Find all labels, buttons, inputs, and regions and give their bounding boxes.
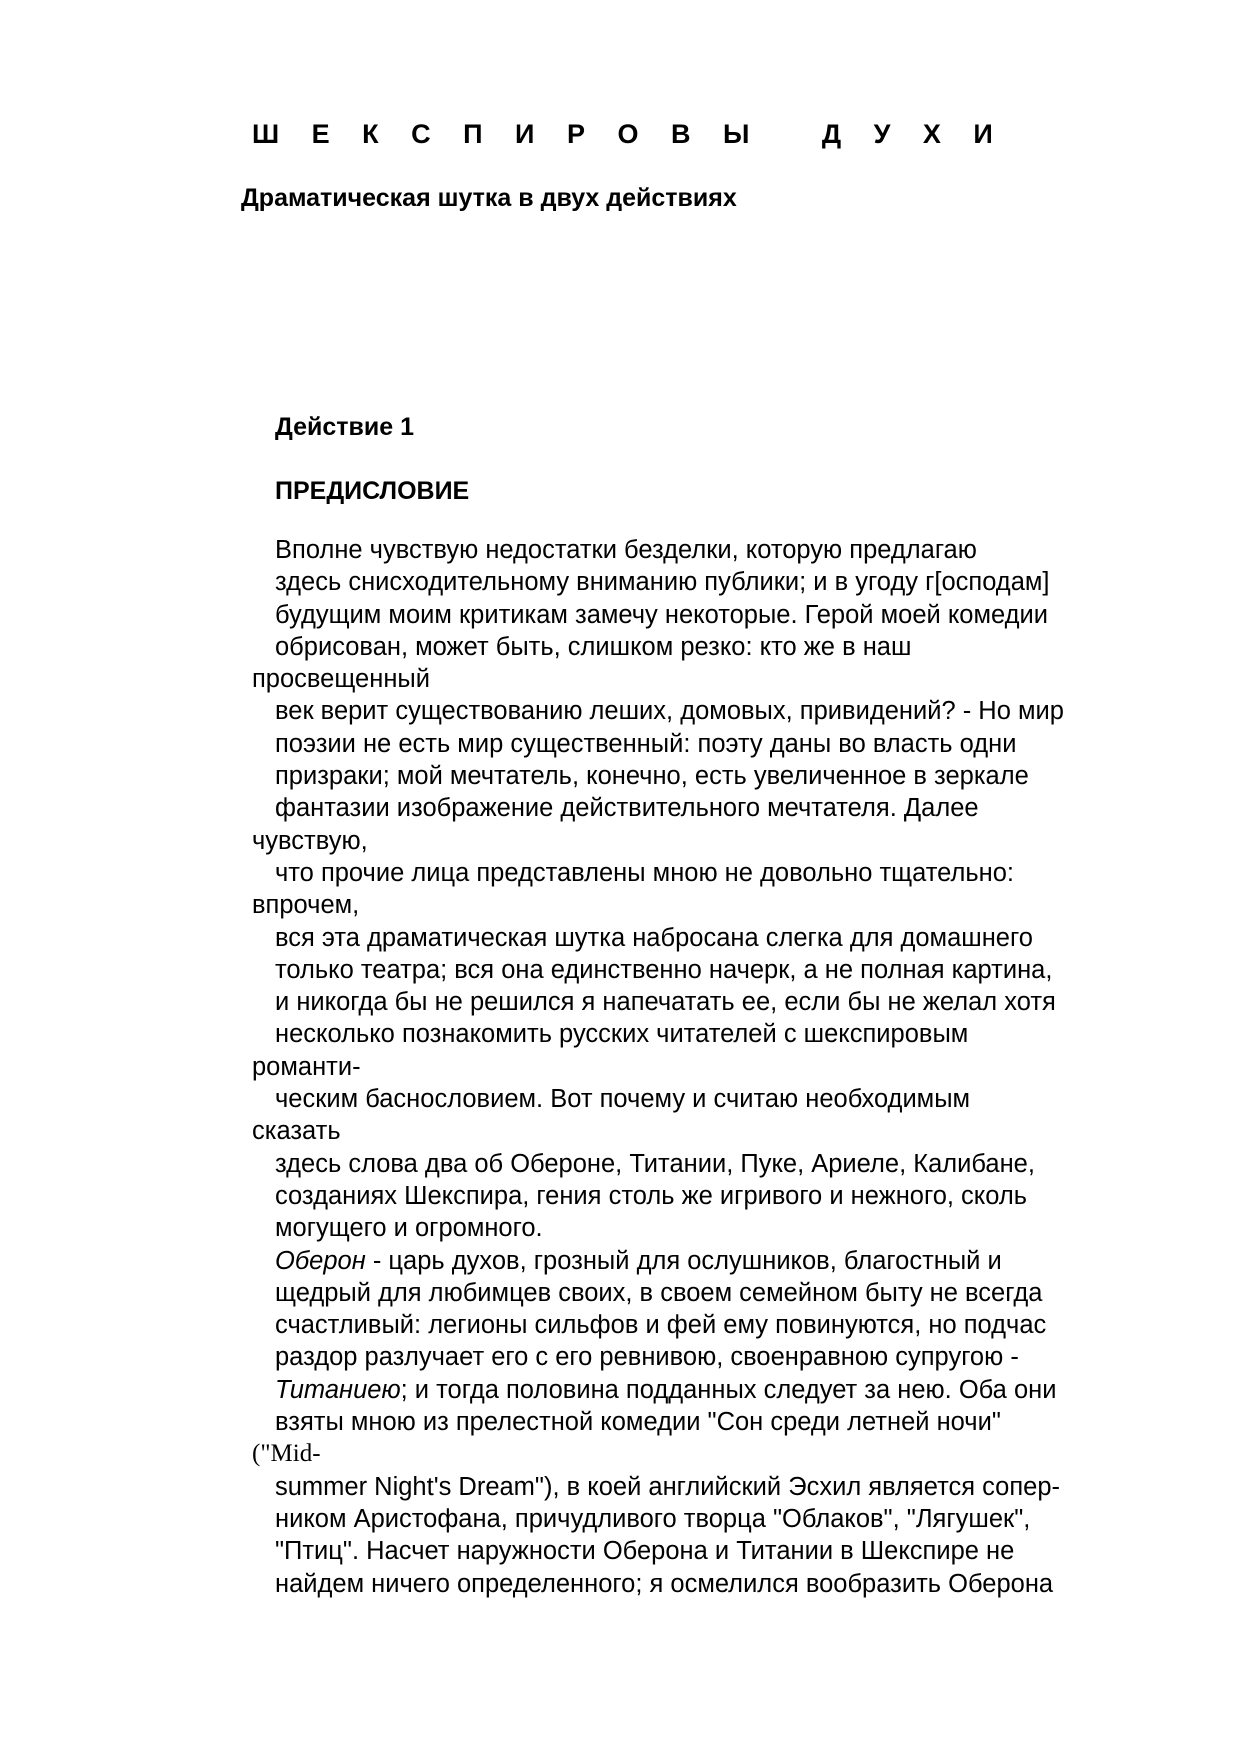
text-line: здесь снисходительному вниманию публики; и в угоду г[осподам] bbox=[275, 568, 1050, 597]
text-line: несколько познакомить русских читателей с шекспировым bbox=[275, 1020, 969, 1049]
text-line: summer Night's Dream"), в коей английский Эсхил является сопер- bbox=[275, 1472, 1060, 1501]
preface-text bbox=[0, 534, 1241, 1600]
act-heading: Действие 1 bbox=[275, 413, 415, 441]
text-line: раздор разлучает его с его ревнивою, своенравною супругою - bbox=[275, 1343, 1019, 1372]
document-title: Ш Е К С П И Р О В Ы Д У Х И bbox=[252, 119, 1006, 149]
oberon-rest: - царь духов, грозный для ослушников, благостный и bbox=[365, 1246, 1002, 1275]
text-line: чувствую, bbox=[252, 826, 368, 855]
text-line: ником Аристофана, причудливого творца "Облаков", "Лягушек", bbox=[275, 1504, 1031, 1533]
text-line-mid-fragment: ("Mid- bbox=[252, 1440, 321, 1468]
text-line-titania bbox=[0, 1374, 1241, 1406]
text-line: век верит существованию леших, домовых, привидений? - Но мир bbox=[275, 697, 1064, 726]
text-line: здесь слова два об Обероне, Титании, Пуке, Ариеле, Калибане, bbox=[275, 1149, 1035, 1178]
text-line: сказать bbox=[252, 1117, 341, 1146]
oberon-name: Оберон bbox=[275, 1246, 366, 1275]
text-line: счастливый: легионы сильфов и фей ему повинуются, но подчас bbox=[275, 1311, 1047, 1340]
text-line: щедрый для любимцев своих, в своем семейном быту не всегда bbox=[275, 1278, 1043, 1307]
text-line: фантазии изображение действительного мечтателя. Далее bbox=[275, 794, 979, 823]
text-line: найдем ничего определенного; я осмелился вообразить Оберона bbox=[275, 1569, 1054, 1598]
text-line: созданиях Шекспира, гения столь же игривого и нежного, сколь bbox=[275, 1181, 1028, 1210]
text-line: обрисован, может быть, слишком резко: кто же в наш bbox=[275, 632, 912, 661]
text-line: "Птиц". Насчет наружности Оберона и Титании в Шекспире не bbox=[275, 1537, 1015, 1566]
text-line: только театра; вся она единственно начерк, а не полная картина, bbox=[275, 955, 1053, 984]
text-line: и никогда бы не решился я напечатать ее, если бы не желал хотя bbox=[275, 988, 1056, 1017]
text-line: ческим баснословием. Вот почему и считаю необходимым bbox=[275, 1085, 971, 1114]
text-line: просвещенный bbox=[252, 665, 430, 694]
text-line-oberon bbox=[0, 1245, 1241, 1277]
text-line: романти- bbox=[252, 1052, 361, 1081]
text-line: вся эта драматическая шутка набросана слегка для домашнего bbox=[275, 923, 1033, 952]
text-line: призраки; мой мечтатель, конечно, есть увеличенное в зеркале bbox=[275, 762, 1029, 791]
document-subtitle: Драматическая шутка в двух действиях bbox=[241, 184, 737, 212]
text-line: будущим моим критикам замечу некоторые. Герой моей комедии bbox=[275, 600, 1048, 629]
titania-name: Титаниею bbox=[275, 1375, 401, 1404]
titania-rest: ; и тогда половина подданных следует за нею. Оба они bbox=[400, 1375, 1057, 1404]
text-line: взяты мною из прелестной комедии "Сон среди летней ночи" bbox=[275, 1408, 1001, 1437]
text-line: впрочем, bbox=[252, 891, 360, 920]
text-line: поэзии не есть мир существенный: поэту даны во власть одни bbox=[275, 729, 1017, 758]
text-line: Вполне чувствую недостатки безделки, которую предлагаю bbox=[275, 536, 977, 564]
text-line: могущего и огромного. bbox=[275, 1214, 543, 1243]
section-heading: ПРЕДИСЛОВИЕ bbox=[275, 477, 470, 505]
text-line: что прочие лица представлены мною не довольно тщательно: bbox=[275, 858, 1015, 887]
